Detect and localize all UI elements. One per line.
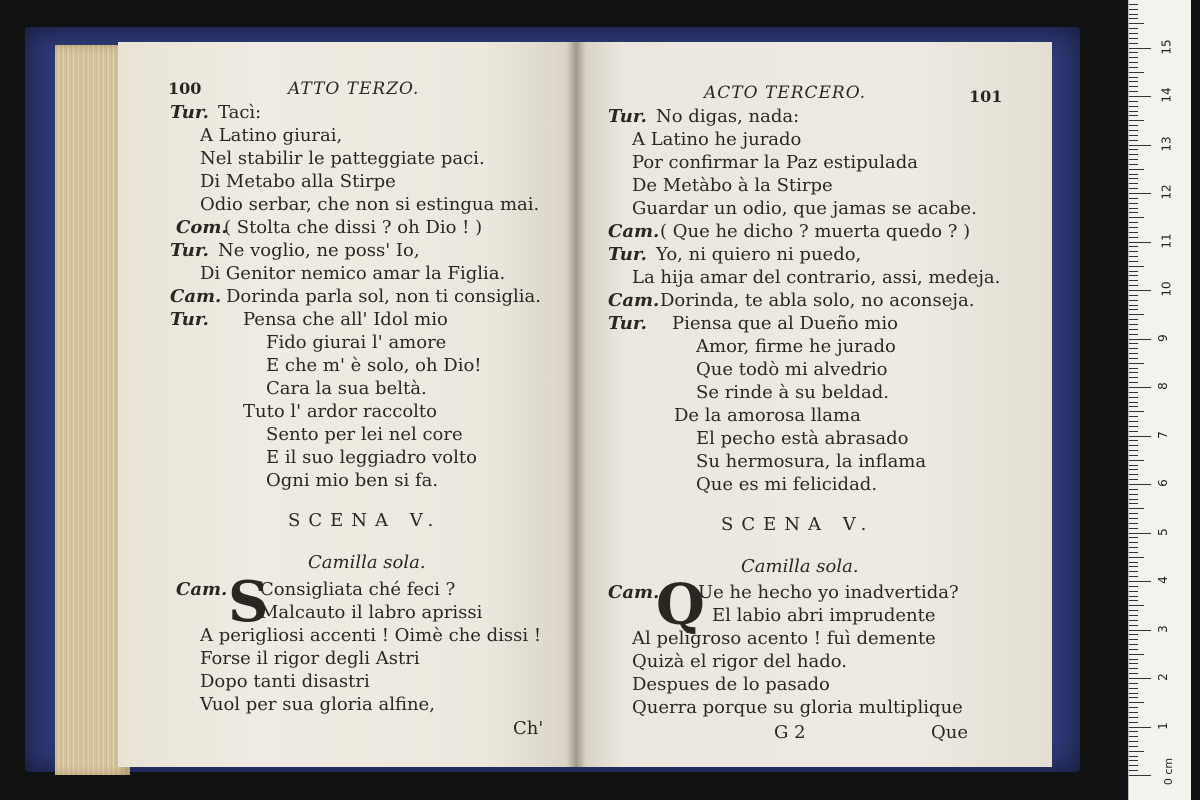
left-scene-line-0: Consigliata ché feci ?	[260, 579, 456, 600]
right-catchword: Que	[931, 722, 969, 743]
left-line-15: E il suo leggiadro volto	[266, 447, 477, 468]
ruler-tick	[1129, 731, 1138, 732]
ruler-tick	[1129, 67, 1138, 68]
ruler-tick	[1129, 125, 1138, 126]
ruler-tick	[1129, 149, 1138, 150]
ruler-tick	[1129, 639, 1138, 640]
ruler-tick	[1129, 348, 1138, 349]
ruler-tick	[1129, 397, 1138, 398]
ruler-tick	[1129, 600, 1138, 601]
ruler-tick	[1129, 23, 1144, 24]
left-page	[118, 42, 576, 767]
left-line-0: Tacì:	[218, 102, 262, 123]
ruler-number: 7	[1155, 430, 1170, 439]
ruler-tick	[1129, 552, 1138, 553]
left-scene-character: Camilla sola.	[308, 552, 426, 573]
ruler-tick	[1129, 290, 1151, 291]
right-speaker-8: Cam.	[608, 290, 660, 311]
right-line-1: A Latino he jurado	[632, 129, 802, 150]
ruler-tick	[1129, 271, 1138, 272]
ruler-tick	[1129, 523, 1138, 524]
ruler-tick	[1129, 203, 1138, 204]
right-scene-heading: SCENA V.	[721, 514, 875, 535]
right-line-3: De Metàbo à la Stirpe	[632, 175, 833, 196]
ruler-tick	[1129, 474, 1138, 475]
ruler-tick	[1129, 343, 1138, 344]
right-line-0: No digas, nada:	[656, 106, 800, 127]
ruler-tick	[1129, 630, 1151, 631]
ruler-tick	[1129, 339, 1151, 340]
ruler-tick	[1129, 576, 1138, 577]
ruler-tick	[1129, 227, 1138, 228]
ruler-tick	[1129, 217, 1144, 218]
ruler-tick	[1129, 620, 1138, 621]
ruler-tick	[1129, 48, 1151, 49]
ruler-tick	[1129, 382, 1138, 383]
ruler-tick	[1129, 358, 1138, 359]
ruler-tick	[1129, 305, 1138, 306]
ruler-number: 2	[1155, 673, 1170, 681]
ruler-tick	[1129, 38, 1138, 39]
ruler-tick	[1129, 130, 1138, 131]
right-scene-line-4: Despues de lo pasado	[632, 674, 830, 695]
ruler-tick	[1129, 503, 1138, 504]
right-line-12: Se rinde à su beldad.	[696, 382, 889, 403]
left-line-14: Sento per lei nel core	[266, 424, 463, 445]
left-scene-line-2: A perigliosi accenti ! Oimè che dissi !	[200, 625, 542, 646]
right-line-14: El pecho està abrasado	[696, 428, 909, 449]
ruler-tick	[1129, 101, 1138, 102]
ruler-tick	[1129, 727, 1151, 728]
right-speaker-9: Tur.	[608, 313, 647, 334]
ruler-tick	[1129, 164, 1138, 165]
ruler-unit-label: 0 cm	[1162, 757, 1176, 786]
ruler-tick	[1129, 115, 1138, 116]
ruler-tick	[1129, 688, 1138, 689]
ruler-tick	[1129, 683, 1138, 684]
ruler-tick	[1129, 557, 1144, 558]
left-speaker-0: Tur.	[170, 102, 209, 123]
ruler-number: 3	[1155, 624, 1170, 633]
ruler-tick	[1129, 183, 1138, 184]
ruler-tick	[1129, 28, 1138, 29]
ruler-tick	[1129, 659, 1138, 660]
ruler-tick	[1129, 775, 1151, 776]
left-line-3: Di Metabo alla Stirpe	[200, 171, 396, 192]
ruler-tick	[1129, 436, 1151, 437]
ruler-tick	[1129, 363, 1144, 364]
left-line-16: Ogni mio ben si fa.	[266, 470, 439, 491]
left-scene-line-3: Forse il rigor degli Astri	[200, 648, 420, 669]
ruler-tick	[1129, 746, 1138, 747]
right-page	[576, 42, 1052, 767]
ruler-tick	[1129, 72, 1144, 73]
left-line-6: Ne voglio, ne poss' Io,	[218, 240, 420, 261]
ruler-tick	[1129, 760, 1138, 761]
right-line-16: Que es mi felicidad.	[696, 474, 878, 495]
ruler-tick	[1129, 353, 1138, 354]
ruler-tick	[1129, 57, 1138, 58]
ruler-tick	[1129, 77, 1138, 78]
ruler-tick	[1129, 377, 1138, 378]
left-scene-heading: SCENA V.	[288, 510, 442, 531]
left-line-9: Pensa che all' Idol mio	[243, 309, 448, 330]
ruler-tick	[1129, 416, 1138, 417]
ruler-tick	[1129, 14, 1138, 15]
ruler-tick	[1129, 324, 1138, 325]
right-line-10: Amor, firme he jurado	[696, 336, 896, 357]
ruler-tick	[1129, 372, 1138, 373]
ruler-tick	[1129, 198, 1138, 199]
ruler-number: 5	[1155, 527, 1170, 536]
ruler-tick	[1129, 406, 1138, 407]
ruler-tick	[1129, 702, 1144, 703]
ruler-tick	[1129, 334, 1138, 335]
ruler-tick	[1129, 368, 1138, 369]
ruler-tick	[1129, 256, 1138, 257]
left-line-7: Di Genitor nemico amar la Figlia.	[200, 263, 506, 284]
ruler-tick	[1129, 251, 1138, 252]
left-running-head: ATTO TERZO.	[288, 79, 420, 99]
ruler-tick	[1129, 489, 1138, 490]
ruler-number: 1	[1155, 721, 1170, 730]
ruler-tick	[1129, 120, 1144, 121]
right-scene-line-2: Al peligroso acento ! fuì demente	[632, 628, 936, 649]
ruler-tick	[1129, 402, 1138, 403]
right-scene-line-3: Quizà el rigor del hado.	[632, 651, 847, 672]
ruler-number: 11	[1159, 232, 1174, 249]
ruler-tick	[1129, 193, 1151, 194]
ruler-tick	[1129, 222, 1138, 223]
ruler-number: 9	[1155, 333, 1170, 342]
ruler-tick	[1129, 295, 1138, 296]
ruler-tick	[1129, 411, 1144, 412]
ruler-tick	[1129, 81, 1138, 82]
ruler-tick	[1129, 169, 1144, 170]
ruler-tick	[1129, 275, 1138, 276]
ruler-tick	[1129, 663, 1138, 664]
ruler-number: 13	[1159, 135, 1174, 152]
ruler-tick	[1129, 309, 1138, 310]
ruler-tick	[1129, 43, 1138, 44]
ruler-tick	[1129, 484, 1151, 485]
ruler-tick	[1129, 86, 1138, 87]
ruler-tick	[1129, 547, 1138, 548]
ruler-tick	[1129, 770, 1138, 771]
ruler-tick	[1129, 266, 1144, 267]
ruler-tick	[1129, 528, 1138, 529]
ruler-tick	[1129, 518, 1138, 519]
ruler-tick	[1129, 280, 1138, 281]
ruler-tick	[1129, 673, 1138, 674]
ruler-tick	[1129, 431, 1138, 432]
right-speaker-6: Tur.	[608, 244, 647, 265]
left-speaker-9: Tur.	[170, 309, 209, 330]
left-line-10: Fido giurai l' amore	[266, 332, 447, 353]
ruler-tick	[1129, 212, 1138, 213]
right-scene-line-5: Querra porque su gloria multiplique	[632, 697, 963, 718]
ruler-number: 8	[1155, 382, 1170, 390]
left-speaker-8: Cam.	[170, 286, 222, 307]
ruler-tick	[1129, 9, 1138, 10]
ruler-tick	[1129, 314, 1144, 315]
ruler-tick	[1129, 460, 1144, 461]
ruler-tick	[1129, 586, 1138, 587]
ruler-tick	[1129, 242, 1151, 243]
ruler-tick	[1129, 329, 1138, 330]
ruler-tick	[1129, 625, 1138, 626]
ruler-tick	[1129, 188, 1138, 189]
right-page-number: 101	[969, 87, 1003, 106]
ruler-tick	[1129, 421, 1138, 422]
right-scene-character: Camilla sola.	[741, 556, 859, 577]
ruler-tick	[1129, 135, 1138, 136]
ruler-number: 15	[1159, 38, 1174, 55]
left-page-number: 100	[168, 79, 202, 98]
right-scene-line-1: El labio abri imprudente	[712, 605, 936, 626]
ruler-tick	[1129, 605, 1144, 606]
ruler-tick	[1129, 513, 1138, 514]
ruler-tick	[1129, 712, 1138, 713]
right-line-15: Su hermosura, la inflama	[696, 451, 927, 472]
left-line-2: Nel stabilir le patteggiate paci.	[200, 148, 485, 169]
ruler-tick	[1129, 445, 1138, 446]
ruler-tick	[1129, 174, 1138, 175]
right-speaker-5: Cam.	[608, 221, 660, 242]
right-line-4: Guardar un odio, que jamas se acabe.	[632, 198, 977, 219]
right-line-7: La hija amar del contrario, assi, medeja.	[632, 267, 1001, 288]
ruler-tick	[1129, 450, 1138, 451]
ruler-number: 12	[1159, 184, 1174, 200]
left-catchword: Ch'	[513, 718, 544, 739]
book-gutter	[566, 42, 586, 767]
ruler-tick	[1129, 440, 1138, 441]
ruler-tick	[1129, 566, 1138, 567]
ruler-tick	[1129, 18, 1138, 19]
ruler-tick	[1129, 237, 1138, 238]
ruler-tick	[1129, 644, 1138, 645]
left-line-4: Odio serbar, che non si estingua mai.	[200, 194, 540, 215]
right-line-9: Piensa que al Dueño mio	[672, 313, 898, 334]
ruler-tick	[1129, 178, 1138, 179]
left-line-13: Tuto l' ardor raccolto	[243, 401, 438, 422]
ruler-tick	[1129, 736, 1138, 737]
ruler-tick	[1129, 707, 1138, 708]
ruler-tick	[1129, 300, 1138, 301]
right-running-head: ACTO TERCERO.	[704, 83, 867, 103]
ruler-tick	[1129, 232, 1138, 233]
right-line-8: Dorinda, te abla solo, no aconseja.	[660, 290, 975, 311]
right-line-5: ( Que he dicho ? muerta quedo ? )	[660, 221, 971, 242]
ruler-tick	[1129, 722, 1138, 723]
ruler-tick	[1129, 285, 1138, 286]
ruler-tick	[1129, 756, 1138, 757]
left-drop-cap: S	[228, 569, 269, 635]
ruler-tick	[1129, 542, 1138, 543]
ruler-tick	[1129, 581, 1151, 582]
right-signature: G 2	[774, 722, 806, 743]
ruler-tick	[1129, 140, 1138, 141]
ruler-tick	[1129, 479, 1138, 480]
left-speaker-5: Com.	[176, 217, 228, 238]
ruler-tick	[1129, 537, 1138, 538]
right-drop-cap: Q	[656, 572, 705, 638]
right-speaker-0: Tur.	[608, 106, 647, 127]
ruler-tick	[1129, 654, 1144, 655]
right-line-11: Que todò mi alvedrio	[696, 359, 888, 380]
ruler-tick	[1129, 465, 1138, 466]
ruler-number: 6	[1155, 479, 1170, 487]
ruler-tick	[1129, 455, 1138, 456]
left-line-11: E che m' è solo, oh Dio!	[266, 355, 482, 376]
ruler-tick	[1129, 596, 1138, 597]
left-line-12: Cara la sua beltà.	[266, 378, 427, 399]
ruler-tick	[1129, 91, 1138, 92]
ruler-number: 4	[1155, 576, 1170, 584]
ruler-tick	[1129, 426, 1138, 427]
left-scene-speaker: Cam.	[176, 579, 228, 600]
ruler-tick	[1129, 469, 1138, 470]
ruler-tick	[1129, 533, 1151, 534]
right-scene-line-0: Ue he hecho yo inadvertida?	[698, 582, 959, 603]
ruler-tick	[1129, 562, 1138, 563]
ruler-number: 14	[1159, 87, 1174, 103]
ruler-tick	[1129, 649, 1138, 650]
ruler-tick	[1129, 499, 1138, 500]
ruler-tick	[1129, 261, 1138, 262]
ruler-tick	[1129, 33, 1138, 34]
measuring-ruler	[1128, 0, 1191, 800]
ruler-tick	[1129, 4, 1138, 5]
left-scene-line-5: Vuol per sua gloria alfine,	[200, 694, 435, 715]
ruler-tick	[1129, 246, 1138, 247]
left-scene-line-4: Dopo tanti disastri	[200, 671, 370, 692]
ruler-tick	[1129, 751, 1144, 752]
left-line-1: A Latino giurai,	[200, 125, 343, 146]
right-line-2: Por confirmar la Paz estipulada	[632, 152, 918, 173]
ruler-tick	[1129, 145, 1151, 146]
ruler-tick	[1129, 765, 1138, 766]
ruler-tick	[1129, 678, 1151, 679]
ruler-tick	[1129, 96, 1151, 97]
ruler-tick	[1129, 159, 1138, 160]
right-line-13: De la amorosa llama	[674, 405, 861, 426]
ruler-number: 10	[1159, 281, 1174, 297]
left-speaker-6: Tur.	[170, 240, 209, 261]
ruler-tick	[1129, 387, 1151, 388]
left-scene-line-1: Malcauto il labro aprissi	[260, 602, 483, 623]
ruler-tick	[1129, 111, 1138, 112]
ruler-tick	[1129, 319, 1138, 320]
ruler-tick	[1129, 106, 1138, 107]
right-line-6: Yo, ni quiero ni puedo,	[656, 244, 862, 265]
ruler-tick	[1129, 697, 1138, 698]
left-line-5: ( Stolta che dissi ? oh Dio ! )	[224, 217, 483, 238]
ruler-tick	[1129, 508, 1144, 509]
ruler-tick	[1129, 717, 1138, 718]
ruler-tick	[1129, 154, 1138, 155]
ruler-tick	[1129, 494, 1138, 495]
ruler-tick	[1129, 591, 1138, 592]
ruler-tick	[1129, 615, 1138, 616]
ruler-tick	[1129, 741, 1138, 742]
ruler-tick	[1129, 610, 1138, 611]
ruler-tick	[1129, 52, 1138, 53]
right-scene-speaker: Cam.	[608, 582, 660, 603]
ruler-tick	[1129, 208, 1138, 209]
ruler-tick	[1129, 634, 1138, 635]
left-line-8: Dorinda parla sol, non ti consiglia.	[226, 286, 541, 307]
ruler-tick	[1129, 693, 1138, 694]
ruler-tick	[1129, 62, 1138, 63]
ruler-tick	[1129, 392, 1138, 393]
ruler-tick	[1129, 571, 1138, 572]
ruler-tick	[1129, 668, 1138, 669]
